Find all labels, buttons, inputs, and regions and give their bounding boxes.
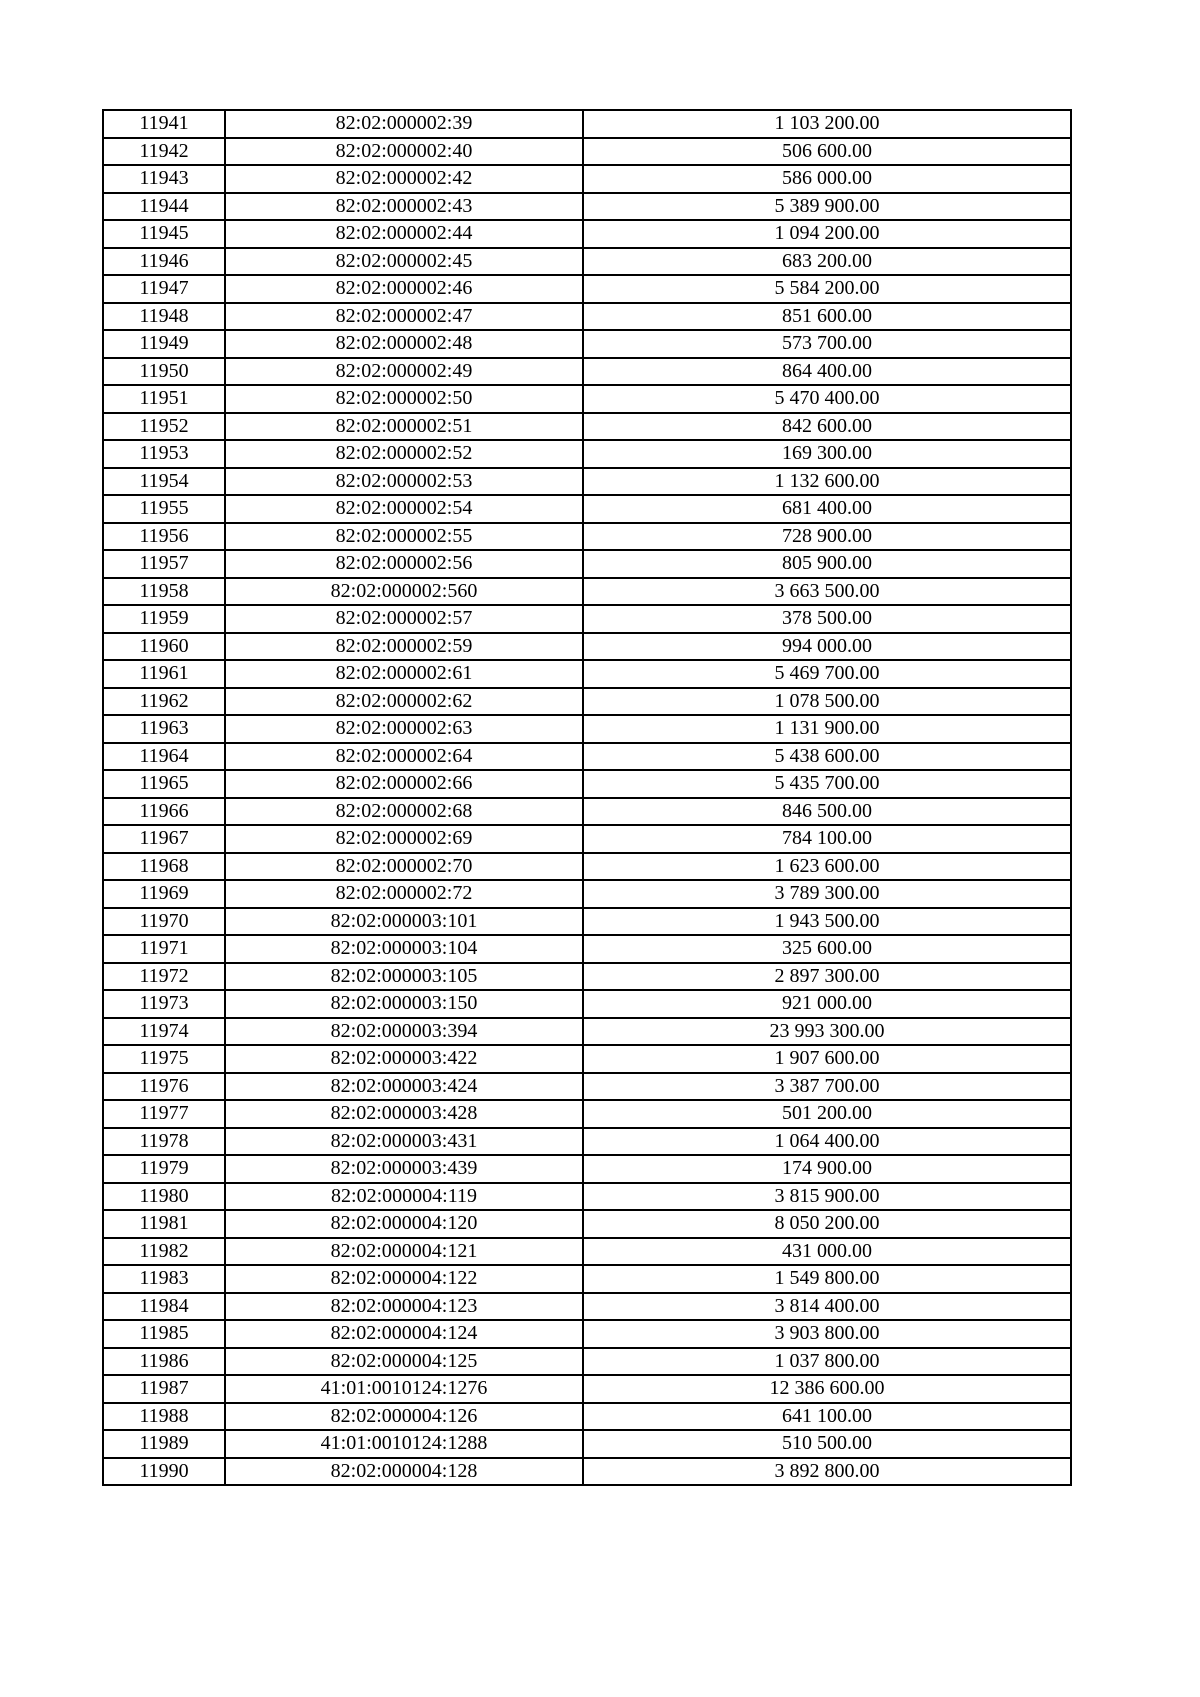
table-row [103, 908, 1071, 936]
cadastral-number-cell: 82:02:000002:45 [225, 248, 583, 276]
cadastral-number-cell: 82:02:000003:101 [225, 908, 583, 936]
cadastral-number-cell: 82:02:000002:44 [225, 220, 583, 248]
cadastral-number-cell: 82:02:000002:64 [225, 743, 583, 771]
table-row [103, 963, 1071, 991]
table-row [103, 688, 1071, 716]
table-row [103, 220, 1071, 248]
row-number-cell: 11983 [103, 1265, 225, 1293]
row-number-cell: 11976 [103, 1073, 225, 1101]
cadastral-number-cell: 82:02:000003:105 [225, 963, 583, 991]
cadastral-value-cell: 5 438 600.00 [583, 743, 1071, 771]
row-number-cell: 11970 [103, 908, 225, 936]
row-number-cell: 11966 [103, 798, 225, 826]
table-row [103, 1210, 1071, 1238]
row-number-cell: 11986 [103, 1348, 225, 1376]
table-row [103, 275, 1071, 303]
cadastral-number-cell: 82:02:000002:53 [225, 468, 583, 496]
cadastral-value-table [102, 109, 1072, 1486]
table-row [103, 880, 1071, 908]
table-row [103, 633, 1071, 661]
cadastral-value-cell: 3 815 900.00 [583, 1183, 1071, 1211]
row-number-cell: 11961 [103, 660, 225, 688]
cadastral-number-cell: 82:02:000003:439 [225, 1155, 583, 1183]
row-number-cell: 11953 [103, 440, 225, 468]
table-row [103, 1045, 1071, 1073]
cadastral-number-cell: 82:02:000004:119 [225, 1183, 583, 1211]
table-row [103, 1403, 1071, 1431]
cadastral-number-cell: 82:02:000004:128 [225, 1458, 583, 1486]
cadastral-value-cell: 501 200.00 [583, 1100, 1071, 1128]
cadastral-number-cell: 82:02:000004:125 [225, 1348, 583, 1376]
table-row [103, 743, 1071, 771]
row-number-cell: 11943 [103, 165, 225, 193]
row-number-cell: 11972 [103, 963, 225, 991]
cadastral-value-cell: 994 000.00 [583, 633, 1071, 661]
row-number-cell: 11975 [103, 1045, 225, 1073]
cadastral-value-cell: 728 900.00 [583, 523, 1071, 551]
row-number-cell: 11963 [103, 715, 225, 743]
table-row [103, 1430, 1071, 1458]
cadastral-number-cell: 82:02:000002:46 [225, 275, 583, 303]
row-number-cell: 11962 [103, 688, 225, 716]
row-number-cell: 11952 [103, 413, 225, 441]
table-row [103, 825, 1071, 853]
cadastral-value-cell: 5 389 900.00 [583, 193, 1071, 221]
cadastral-number-cell: 82:02:000002:57 [225, 605, 583, 633]
cadastral-value-cell: 1 064 400.00 [583, 1128, 1071, 1156]
cadastral-value-cell: 805 900.00 [583, 550, 1071, 578]
cadastral-number-cell: 41:01:0010124:1288 [225, 1430, 583, 1458]
table-row [103, 248, 1071, 276]
cadastral-number-cell: 82:02:000002:43 [225, 193, 583, 221]
cadastral-value-cell: 851 600.00 [583, 303, 1071, 331]
table-row [103, 523, 1071, 551]
row-number-cell: 11956 [103, 523, 225, 551]
table-row [103, 110, 1071, 138]
row-number-cell: 11980 [103, 1183, 225, 1211]
cadastral-number-cell: 82:02:000002:54 [225, 495, 583, 523]
row-number-cell: 11945 [103, 220, 225, 248]
cadastral-value-cell: 325 600.00 [583, 935, 1071, 963]
row-number-cell: 11982 [103, 1238, 225, 1266]
row-number-cell: 11984 [103, 1293, 225, 1321]
cadastral-value-cell: 573 700.00 [583, 330, 1071, 358]
row-number-cell: 11942 [103, 138, 225, 166]
table-row [103, 1265, 1071, 1293]
cadastral-number-cell: 82:02:000003:428 [225, 1100, 583, 1128]
row-number-cell: 11977 [103, 1100, 225, 1128]
row-number-cell: 11965 [103, 770, 225, 798]
cadastral-value-cell: 681 400.00 [583, 495, 1071, 523]
row-number-cell: 11950 [103, 358, 225, 386]
row-number-cell: 11988 [103, 1403, 225, 1431]
table-row [103, 550, 1071, 578]
cadastral-value-cell: 5 470 400.00 [583, 385, 1071, 413]
cadastral-number-cell: 82:02:000002:62 [225, 688, 583, 716]
cadastral-number-cell: 82:02:000003:394 [225, 1018, 583, 1046]
row-number-cell: 11969 [103, 880, 225, 908]
table-row [103, 1128, 1071, 1156]
cadastral-number-cell: 82:02:000003:431 [225, 1128, 583, 1156]
table-row [103, 1100, 1071, 1128]
row-number-cell: 11949 [103, 330, 225, 358]
row-number-cell: 11955 [103, 495, 225, 523]
row-number-cell: 11957 [103, 550, 225, 578]
cadastral-number-cell: 82:02:000003:424 [225, 1073, 583, 1101]
cadastral-value-cell: 586 000.00 [583, 165, 1071, 193]
table-row [103, 468, 1071, 496]
cadastral-number-cell: 82:02:000002:50 [225, 385, 583, 413]
cadastral-value-cell: 641 100.00 [583, 1403, 1071, 1431]
cadastral-value-cell: 23 993 300.00 [583, 1018, 1071, 1046]
table-row [103, 605, 1071, 633]
table-row [103, 660, 1071, 688]
table-row [103, 1375, 1071, 1403]
cadastral-value-cell: 12 386 600.00 [583, 1375, 1071, 1403]
cadastral-value-cell: 683 200.00 [583, 248, 1071, 276]
row-number-cell: 11973 [103, 990, 225, 1018]
row-number-cell: 11958 [103, 578, 225, 606]
table-row [103, 798, 1071, 826]
table-row [103, 330, 1071, 358]
row-number-cell: 11960 [103, 633, 225, 661]
cadastral-number-cell: 82:02:000002:56 [225, 550, 583, 578]
row-number-cell: 11964 [103, 743, 225, 771]
cadastral-value-cell: 1 907 600.00 [583, 1045, 1071, 1073]
row-number-cell: 11947 [103, 275, 225, 303]
cadastral-number-cell: 82:02:000002:69 [225, 825, 583, 853]
cadastral-number-cell: 82:02:000004:121 [225, 1238, 583, 1266]
cadastral-number-cell: 82:02:000002:59 [225, 633, 583, 661]
cadastral-number-cell: 82:02:000002:61 [225, 660, 583, 688]
row-number-cell: 11981 [103, 1210, 225, 1238]
cadastral-number-cell: 41:01:0010124:1276 [225, 1375, 583, 1403]
cadastral-number-cell: 82:02:000002:55 [225, 523, 583, 551]
table-row [103, 770, 1071, 798]
cadastral-number-cell: 82:02:000002:72 [225, 880, 583, 908]
cadastral-value-cell: 1 103 200.00 [583, 110, 1071, 138]
row-number-cell: 11941 [103, 110, 225, 138]
table-row [103, 1238, 1071, 1266]
cadastral-number-cell: 82:02:000002:52 [225, 440, 583, 468]
cadastral-value-cell: 3 387 700.00 [583, 1073, 1071, 1101]
cadastral-number-cell: 82:02:000002:48 [225, 330, 583, 358]
cadastral-value-cell: 5 584 200.00 [583, 275, 1071, 303]
cadastral-number-cell: 82:02:000004:124 [225, 1320, 583, 1348]
table-row [103, 935, 1071, 963]
cadastral-value-cell: 3 663 500.00 [583, 578, 1071, 606]
cadastral-number-cell: 82:02:000003:104 [225, 935, 583, 963]
table-row [103, 358, 1071, 386]
table-row [103, 715, 1071, 743]
row-number-cell: 11987 [103, 1375, 225, 1403]
row-number-cell: 11989 [103, 1430, 225, 1458]
row-number-cell: 11990 [103, 1458, 225, 1486]
row-number-cell: 11971 [103, 935, 225, 963]
table-row [103, 1320, 1071, 1348]
row-number-cell: 11978 [103, 1128, 225, 1156]
cadastral-number-cell: 82:02:000004:122 [225, 1265, 583, 1293]
cadastral-value-cell: 784 100.00 [583, 825, 1071, 853]
row-number-cell: 11967 [103, 825, 225, 853]
cadastral-value-cell: 1 549 800.00 [583, 1265, 1071, 1293]
cadastral-number-cell: 82:02:000002:560 [225, 578, 583, 606]
cadastral-value-cell: 506 600.00 [583, 138, 1071, 166]
row-number-cell: 11946 [103, 248, 225, 276]
row-number-cell: 11979 [103, 1155, 225, 1183]
cadastral-value-cell: 1 078 500.00 [583, 688, 1071, 716]
cadastral-value-cell: 842 600.00 [583, 413, 1071, 441]
table-row [103, 990, 1071, 1018]
cadastral-value-cell: 5 435 700.00 [583, 770, 1071, 798]
cadastral-number-cell: 82:02:000002:51 [225, 413, 583, 441]
table-row [103, 1018, 1071, 1046]
cadastral-value-cell: 3 892 800.00 [583, 1458, 1071, 1486]
cadastral-value-cell: 1 943 500.00 [583, 908, 1071, 936]
table-row [103, 165, 1071, 193]
table-row [103, 413, 1071, 441]
table-row [103, 578, 1071, 606]
cadastral-number-cell: 82:02:000003:422 [225, 1045, 583, 1073]
cadastral-value-cell: 2 897 300.00 [583, 963, 1071, 991]
cadastral-number-cell: 82:02:000002:47 [225, 303, 583, 331]
table-row [103, 1073, 1071, 1101]
cadastral-value-cell: 3 903 800.00 [583, 1320, 1071, 1348]
table-row [103, 1293, 1071, 1321]
table-row [103, 495, 1071, 523]
cadastral-number-cell: 82:02:000004:123 [225, 1293, 583, 1321]
cadastral-number-cell: 82:02:000002:66 [225, 770, 583, 798]
cadastral-value-cell: 1 094 200.00 [583, 220, 1071, 248]
cadastral-number-cell: 82:02:000004:126 [225, 1403, 583, 1431]
row-number-cell: 11974 [103, 1018, 225, 1046]
cadastral-value-cell: 1 132 600.00 [583, 468, 1071, 496]
cadastral-value-cell: 8 050 200.00 [583, 1210, 1071, 1238]
cadastral-number-cell: 82:02:000004:120 [225, 1210, 583, 1238]
cadastral-number-cell: 82:02:000003:150 [225, 990, 583, 1018]
cadastral-value-cell: 1 037 800.00 [583, 1348, 1071, 1376]
row-number-cell: 11951 [103, 385, 225, 413]
cadastral-number-cell: 82:02:000002:40 [225, 138, 583, 166]
row-number-cell: 11944 [103, 193, 225, 221]
table-row [103, 440, 1071, 468]
cadastral-number-cell: 82:02:000002:39 [225, 110, 583, 138]
cadastral-number-cell: 82:02:000002:42 [225, 165, 583, 193]
cadastral-value-cell: 5 469 700.00 [583, 660, 1071, 688]
cadastral-number-cell: 82:02:000002:68 [225, 798, 583, 826]
cadastral-value-cell: 431 000.00 [583, 1238, 1071, 1266]
table-row [103, 1458, 1071, 1486]
cadastral-value-cell: 846 500.00 [583, 798, 1071, 826]
table-row [103, 303, 1071, 331]
cadastral-number-cell: 82:02:000002:49 [225, 358, 583, 386]
table-row [103, 138, 1071, 166]
row-number-cell: 11959 [103, 605, 225, 633]
cadastral-value-cell: 3 814 400.00 [583, 1293, 1071, 1321]
cadastral-value-cell: 169 300.00 [583, 440, 1071, 468]
cadastral-value-cell: 1 623 600.00 [583, 853, 1071, 881]
table-row [103, 853, 1071, 881]
cadastral-value-cell: 378 500.00 [583, 605, 1071, 633]
cadastral-number-cell: 82:02:000002:70 [225, 853, 583, 881]
cadastral-value-cell: 510 500.00 [583, 1430, 1071, 1458]
table-row [103, 1183, 1071, 1211]
row-number-cell: 11954 [103, 468, 225, 496]
table-body [103, 110, 1071, 1485]
cadastral-number-cell: 82:02:000002:63 [225, 715, 583, 743]
table-row [103, 193, 1071, 221]
row-number-cell: 11968 [103, 853, 225, 881]
cadastral-value-cell: 174 900.00 [583, 1155, 1071, 1183]
table-row [103, 1155, 1071, 1183]
row-number-cell: 11985 [103, 1320, 225, 1348]
table-row [103, 385, 1071, 413]
cadastral-value-cell: 864 400.00 [583, 358, 1071, 386]
cadastral-value-cell: 1 131 900.00 [583, 715, 1071, 743]
cadastral-value-cell: 921 000.00 [583, 990, 1071, 1018]
cadastral-value-cell: 3 789 300.00 [583, 880, 1071, 908]
table-row [103, 1348, 1071, 1376]
row-number-cell: 11948 [103, 303, 225, 331]
